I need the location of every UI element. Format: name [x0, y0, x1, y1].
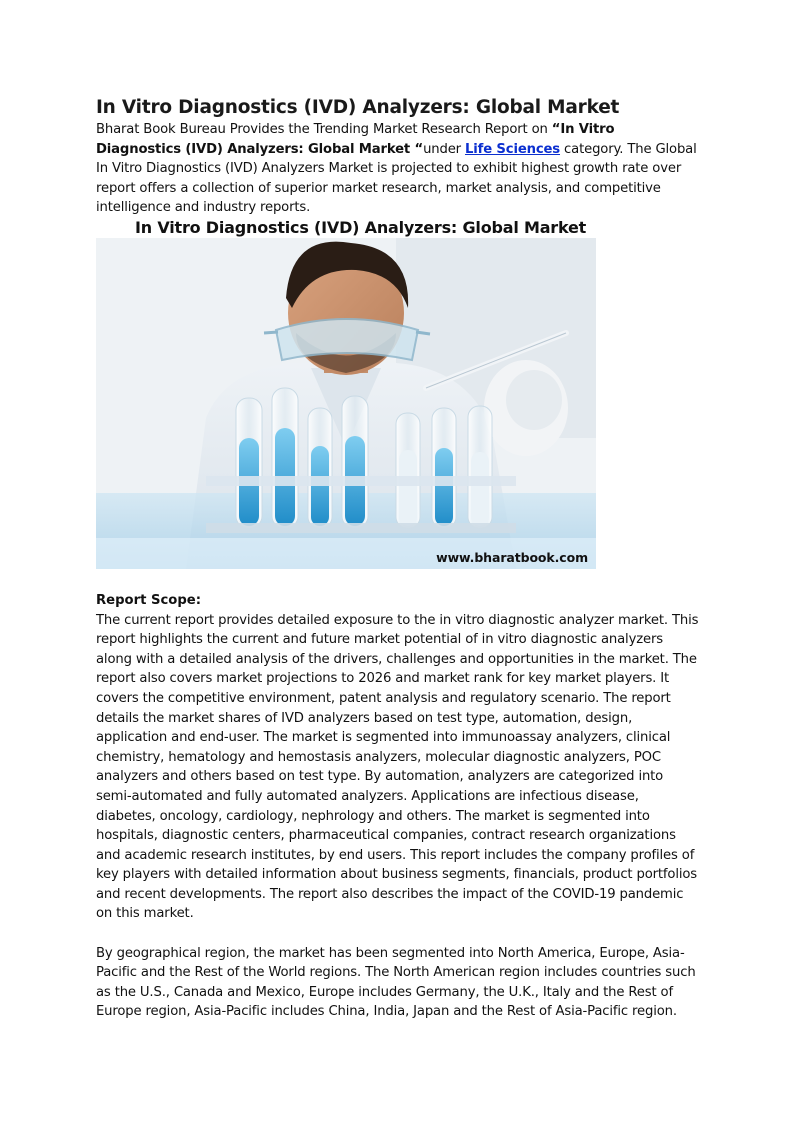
intro-close-quote: “ [414, 141, 424, 157]
report-scope-heading: Report Scope: [96, 592, 202, 608]
scientist-illustration [96, 238, 596, 569]
intro-rest: category. The Global In Vitro Diagnostics (IVD) Analyzers Market is projected to exhibit highest growth rate over report offers a collection of superior market research, market analysis, and competitive intelligence and industry reports. [96, 141, 697, 216]
intro-lead: Bharat Book Bureau Provides the Trending Market Research Report on [96, 122, 552, 137]
lab-photo [96, 238, 596, 569]
figure-title: In Vitro Diagnostics (IVD) Analyzers: Global Market [135, 217, 587, 237]
intro-under: under [423, 141, 465, 157]
geography-paragraph: By geographical region, the market has been segmented into North America, Europe, Asia-Pacific and the Rest of the World regions. The North American region includes countries such as the U.S., Canada and Mexico, Europe includes Germany, the U.K., Italy and the Rest of Europe region, Asia-Pacific includes China, India, Japan and the Rest of Asia-Pacific region. [96, 945, 696, 1020]
intro-report-name: In Vitro Diagnostics (IVD) Analyzers: Global Market [96, 122, 615, 157]
intro-paragraph [96, 120, 700, 218]
life-sciences-link[interactable]: Life Sciences [464, 141, 561, 157]
page-title: In Vitro Diagnostics (IVD) Analyzers: Global Market [96, 97, 620, 118]
document-page [96, 96, 700, 1022]
intro-open-quote: “ [551, 122, 561, 137]
report-scope-paragraph: The current report provides detailed exposure to the in vitro diagnostic analyzer market. This report highlights the current and future market potential of in vitro diagnostic analyzers along with a detailed analysis of the drivers, challenges and opportunities in the market. The report also covers market projections to 2026 and market rank for key market players. It covers the competitive environment, patent analysis and regulatory scenario. The report details the market shares of IVD analyzers based on test type, automation, design, application and end-user. The market is segmented into immunoassay analyzers, clinical chemistry, hematology and hemostasis analyzers, molecular diagnostic analyzers, POC analyzers and others based on test type. By automation, analyzers are categorized into semi-automated and fully automated analyzers. Applications are infectious disease, diabetes, oncology, cardiology, nephrology and others. The market is segmented into hospitals, diagnostic centers, pharmaceutical companies, contract research organizations and academic research institutes, by end users. This report includes the company profiles of key players with detailed information about business segments, financials, product portfolios and recent developments. The report also describes the impact of the COVID-19 pandemic on this market. [96, 612, 699, 922]
watermark-text: www.bharatbook.com [436, 549, 588, 565]
